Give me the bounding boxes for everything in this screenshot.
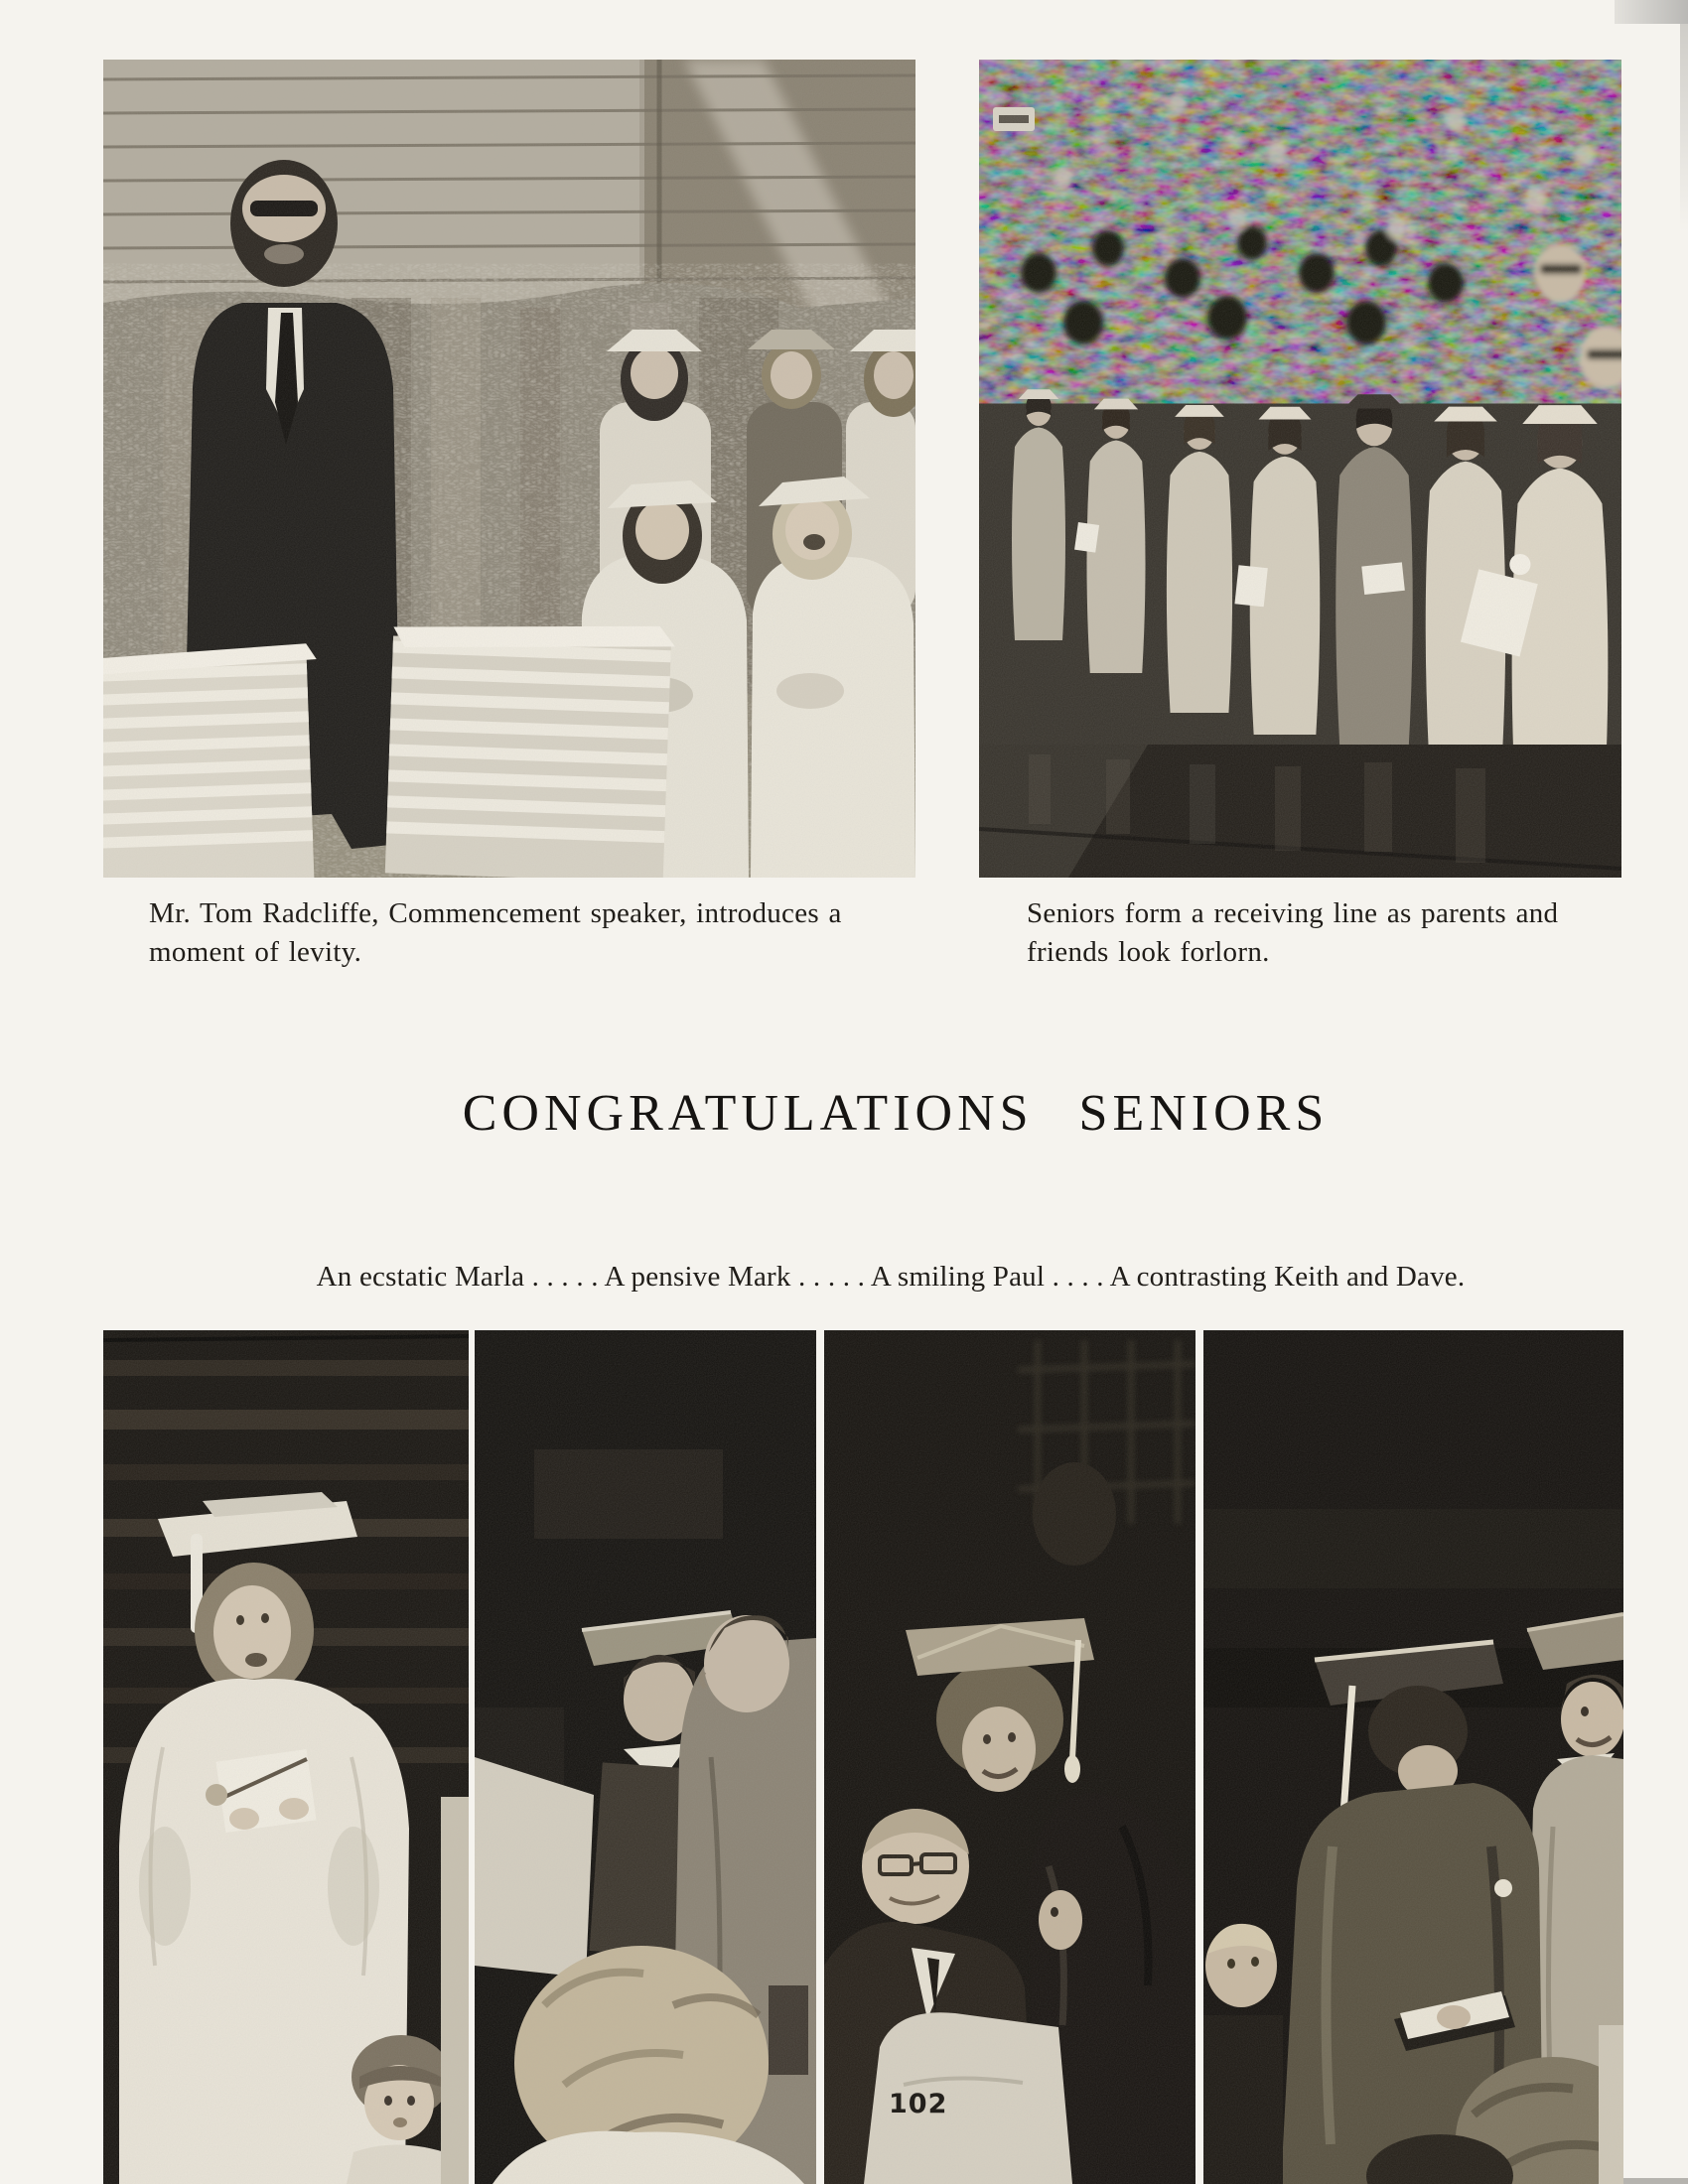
paul-photo — [824, 1330, 1196, 2184]
caption-commencement-speaker — [149, 894, 884, 972]
mark-illustration — [475, 1330, 816, 2184]
keith-dave-photo — [1203, 1330, 1623, 2184]
caption-line: Seniors form a receiving line as parents and — [1027, 897, 1559, 929]
scan-artifact-right-edge — [1680, 24, 1688, 232]
commencement-speaker-photo — [103, 60, 915, 878]
caption-line: Mr. Tom Radcliffe, Commencement speaker, introduces a — [149, 897, 842, 929]
commencement-speaker-illustration — [103, 60, 915, 878]
receiving-line-photo — [979, 60, 1621, 878]
mark-photo — [475, 1330, 816, 2184]
paul-illustration — [824, 1330, 1196, 2184]
caption-receiving-line — [1027, 894, 1622, 972]
scan-artifact-top-right — [1615, 0, 1688, 24]
photo-strip-caption: An ecstatic Marla . . . . . A pensive Mark . . . . . A smiling Paul . . . . A contrasting Keith and Dave. — [316, 1261, 1466, 1293]
receiving-line-illustration — [979, 60, 1621, 878]
marla-illustration — [103, 1330, 469, 2184]
marla-photo — [103, 1330, 469, 2184]
caption-line: friends look forlorn. — [1027, 936, 1270, 968]
keith-dave-illustration — [1203, 1330, 1623, 2184]
caption-line: moment of levity. — [149, 936, 362, 968]
page-number: 102 — [889, 2089, 948, 2119]
page-title: CONGRATULATIONS SENIORS — [462, 1085, 1330, 1142]
